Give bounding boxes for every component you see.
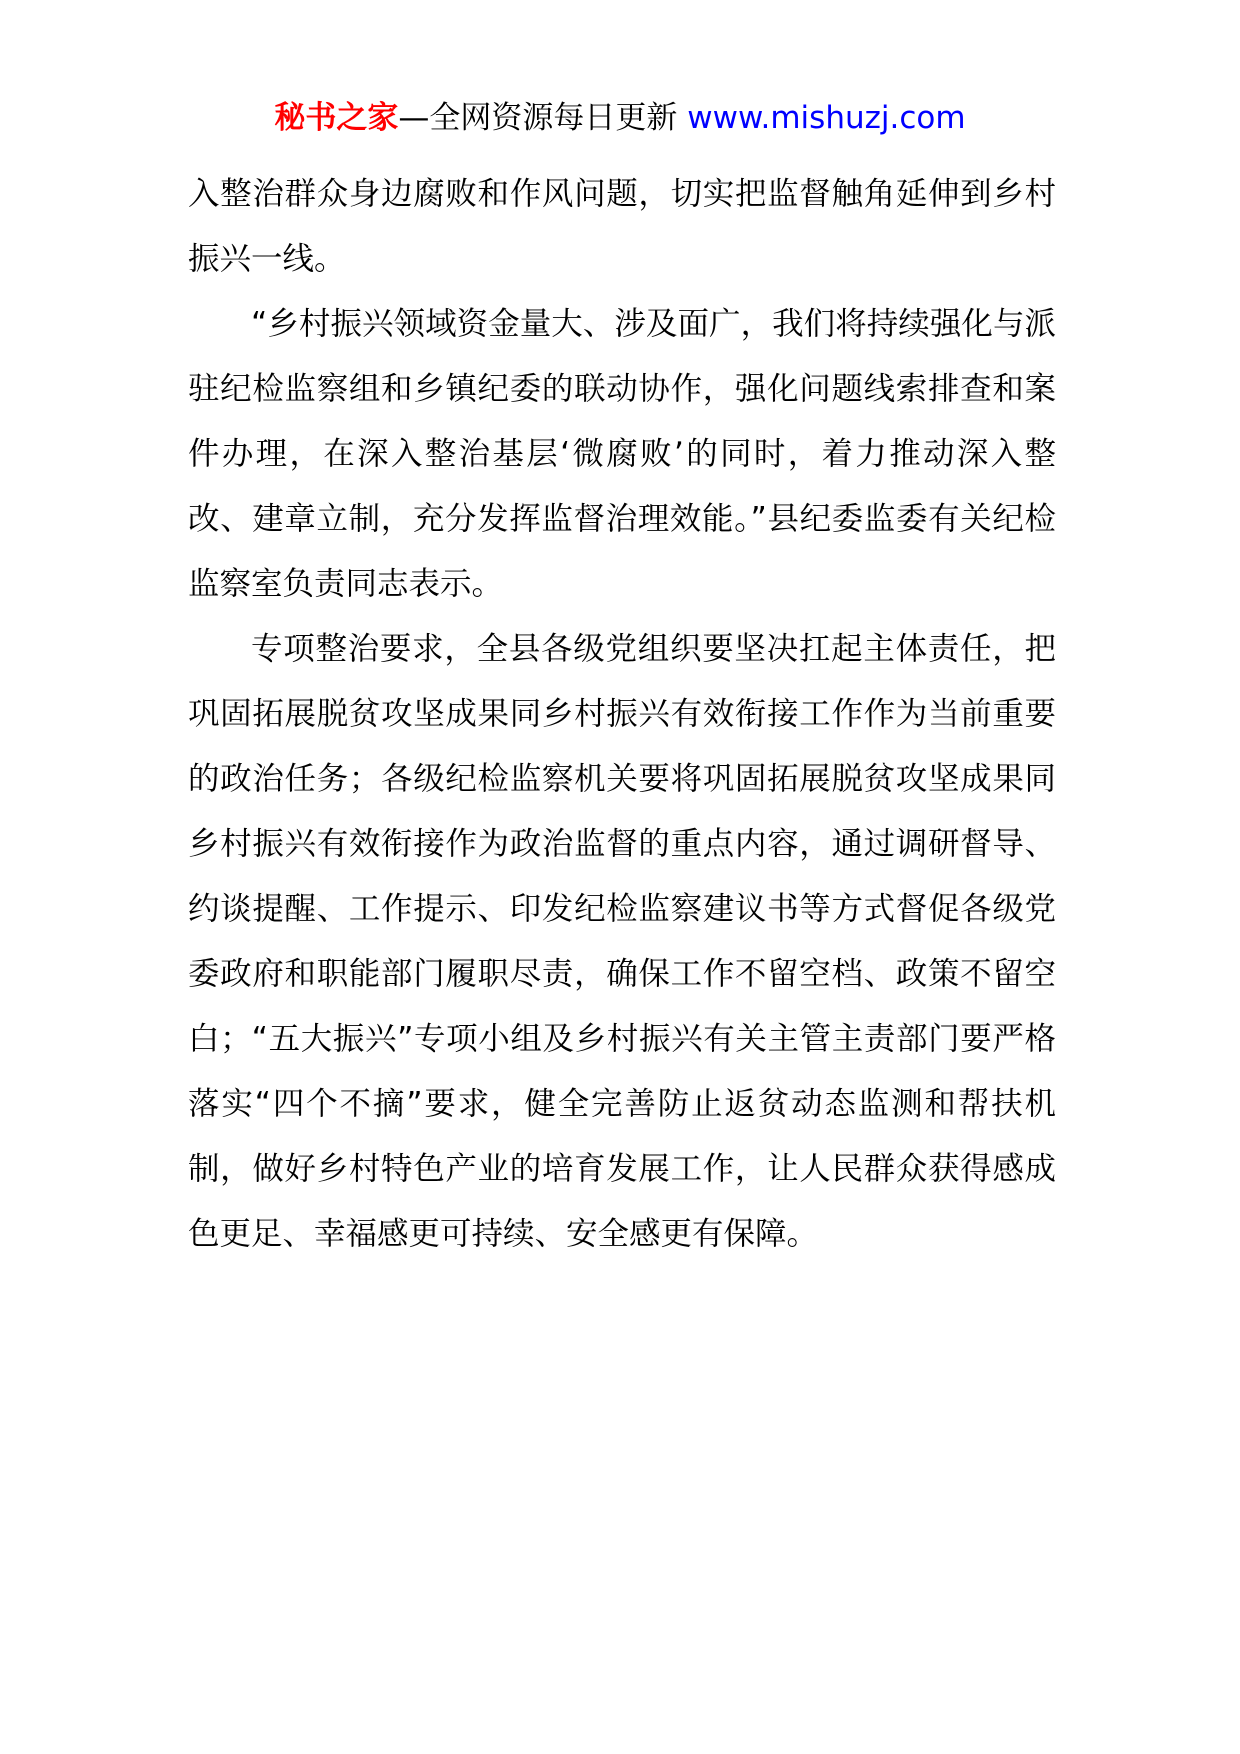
paragraph-requirements: 专项整治要求，全县各级党组织要坚决扛起主体责任，把巩固拓展脱贫攻坚成果同乡村振兴有效衔接工作作为当前重要的政治任务；各级纪检监察机关要将巩固拓展脱贫攻坚成果同乡村振兴有效衔接作为政治监督的重点内容，通过调研督导、约谈提醒、工作提示、印发纪检监察建议书等方式督促各级党委政府和职能部门履职尽责，确保工作不留空档、政策不留空白；“五大振兴”专项小组及乡村振兴有关主管主责部门要严格落实“四个不摘”要求，健全完善防止返贫动态监测和帮扶机制，做好乡村特色产业的培育发展工作，让人民群众获得感成色更足、幸福感更可持续、安全感更有保障。 xyxy=(188,631,1056,1252)
page-header xyxy=(0,96,1240,140)
website-link[interactable]: www.mishuzj.com xyxy=(687,100,966,136)
paragraph-continuation: 入整治群众身边腐败和作风问题，切实把监督触角延伸到乡村振兴一线。 xyxy=(188,176,1056,277)
paragraph-quote: “乡村振兴领域资金量大、涉及面广，我们将持续强化与派驻纪检监察组和乡镇纪委的联动协作，强化问题线索排查和案件办理，在深入整治基层‘微腐败’的同时，着力推动深入整改、建章立制，充分发挥监督治理效能。”县纪委监委有关纪检监察室负责同志表示。 xyxy=(188,306,1056,602)
brand-name: 秘书之家 xyxy=(274,100,399,136)
document-body xyxy=(188,162,1056,1267)
header-tagline: —全网资源每日更新 xyxy=(398,100,688,136)
